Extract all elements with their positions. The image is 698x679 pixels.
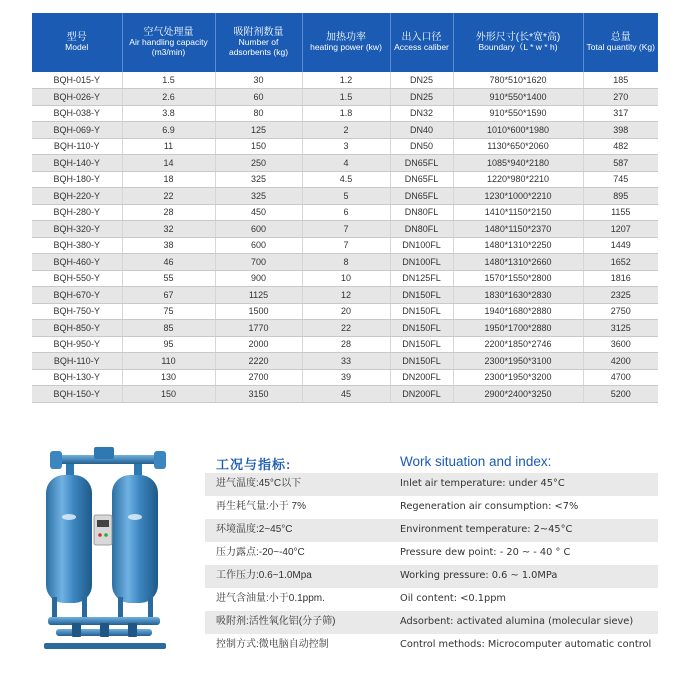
condition-label-zh: 吸附剂:活性氧化铝(分子筛): [216, 616, 336, 627]
table-row: [32, 171, 658, 188]
cell-adsorbents: 150: [215, 138, 302, 155]
table-row: [32, 138, 658, 155]
cell-heating-power: 1.8: [302, 105, 390, 122]
condition-label-zh: 再生耗气量:小于 7%: [216, 501, 307, 512]
cell-model: BQH-180-Y: [32, 171, 122, 188]
spec-table: [32, 13, 658, 403]
cell-boundary: 1480*1150*2370: [453, 221, 583, 238]
table-header: [32, 13, 658, 72]
cell-total-quantity: 745: [583, 171, 658, 188]
header-model: 型号 Model: [32, 13, 122, 72]
cell-access-caliber: DN65FL: [390, 171, 453, 188]
cell-access-caliber: DN200FL: [390, 386, 453, 403]
cell-air-capacity: 14: [122, 155, 215, 172]
cell-total-quantity: 270: [583, 89, 658, 106]
cell-model: BQH-140-Y: [32, 155, 122, 172]
adsorption-dryer-image: [36, 447, 174, 653]
condition-row: [205, 634, 658, 657]
cell-heating-power: 12: [302, 287, 390, 304]
cell-model: BQH-670-Y: [32, 287, 122, 304]
table-row: [32, 353, 658, 370]
cell-model: BQH-026-Y: [32, 89, 122, 106]
table-row: [32, 188, 658, 205]
cell-boundary: 1480*1310*2660: [453, 254, 583, 271]
condition-label-en: Inlet air temperature: under 45°C: [400, 478, 565, 489]
cell-model: BQH-015-Y: [32, 72, 122, 89]
cell-access-caliber: DN150FL: [390, 353, 453, 370]
cell-adsorbents: 125: [215, 122, 302, 139]
cell-model: BQH-110-Y: [32, 353, 122, 370]
cell-model: BQH-280-Y: [32, 204, 122, 221]
condition-row: [205, 588, 658, 611]
cell-heating-power: 7: [302, 237, 390, 254]
cell-boundary: 910*550*1590: [453, 105, 583, 122]
condition-label-en: Regeneration air consumption: <7%: [400, 501, 579, 512]
cell-air-capacity: 95: [122, 336, 215, 353]
header-access-caliber: 出入口径 Access caliber: [390, 13, 453, 72]
cell-access-caliber: DN150FL: [390, 336, 453, 353]
cell-total-quantity: 1207: [583, 221, 658, 238]
table-body: [32, 72, 658, 402]
cell-model: BQH-069-Y: [32, 122, 122, 139]
cell-access-caliber: DN32: [390, 105, 453, 122]
cell-model: BQH-460-Y: [32, 254, 122, 271]
cell-adsorbents: 1500: [215, 303, 302, 320]
cell-boundary: 1830*1630*2830: [453, 287, 583, 304]
cell-air-capacity: 75: [122, 303, 215, 320]
cell-total-quantity: 4700: [583, 369, 658, 386]
table-row: [32, 320, 658, 337]
cell-heating-power: 10: [302, 270, 390, 287]
cell-air-capacity: 2.6: [122, 89, 215, 106]
condition-label-en: Pressure dew point: - 20 ~ - 40 ° C: [400, 547, 571, 558]
cell-access-caliber: DN65FL: [390, 188, 453, 205]
condition-row: [205, 611, 658, 634]
table-row: [32, 336, 658, 353]
table-row: [32, 105, 658, 122]
cell-boundary: 1085*940*2180: [453, 155, 583, 172]
cell-total-quantity: 2325: [583, 287, 658, 304]
cell-adsorbents: 30: [215, 72, 302, 89]
cell-air-capacity: 55: [122, 270, 215, 287]
condition-label-zh: 环境温度:2~45°C: [216, 524, 293, 535]
cell-access-caliber: DN80FL: [390, 204, 453, 221]
cell-air-capacity: 130: [122, 369, 215, 386]
cell-model: BQH-950-Y: [32, 336, 122, 353]
cell-adsorbents: 900: [215, 270, 302, 287]
condition-row: [205, 496, 658, 519]
cell-boundary: 1480*1310*2250: [453, 237, 583, 254]
cell-boundary: 1230*1000*2210: [453, 188, 583, 205]
cell-adsorbents: 60: [215, 89, 302, 106]
cell-heating-power: 2: [302, 122, 390, 139]
cell-air-capacity: 28: [122, 204, 215, 221]
cell-adsorbents: 450: [215, 204, 302, 221]
cell-access-caliber: DN150FL: [390, 303, 453, 320]
cell-adsorbents: 325: [215, 171, 302, 188]
cell-adsorbents: 80: [215, 105, 302, 122]
cell-adsorbents: 325: [215, 188, 302, 205]
cell-heating-power: 20: [302, 303, 390, 320]
table-row: [32, 221, 658, 238]
table-row: [32, 155, 658, 172]
cell-air-capacity: 18: [122, 171, 215, 188]
cell-heating-power: 4.5: [302, 171, 390, 188]
cell-heating-power: 1.5: [302, 89, 390, 106]
cell-access-caliber: DN150FL: [390, 287, 453, 304]
cell-boundary: 2300*1950*3200: [453, 369, 583, 386]
cell-adsorbents: 2220: [215, 353, 302, 370]
condition-label-en: Oil content: <0.1ppm: [400, 593, 506, 604]
cell-total-quantity: 1449: [583, 237, 658, 254]
cell-boundary: 1130*650*2060: [453, 138, 583, 155]
table-row: [32, 270, 658, 287]
cell-model: BQH-110-Y: [32, 138, 122, 155]
header-air-capacity: 空气处理量 Air handling capacity (m3/min): [122, 13, 215, 72]
cell-heating-power: 22: [302, 320, 390, 337]
table-row: [32, 254, 658, 271]
condition-label-zh: 控制方式:微电脑自动控制: [216, 639, 329, 650]
cell-boundary: 1010*600*1980: [453, 122, 583, 139]
cell-total-quantity: 3125: [583, 320, 658, 337]
cell-boundary: 910*550*1400: [453, 89, 583, 106]
cell-boundary: 1570*1550*2800: [453, 270, 583, 287]
condition-label-zh: 进气温度:45°C以下: [216, 478, 302, 489]
table-row: [32, 386, 658, 403]
cell-adsorbents: 2700: [215, 369, 302, 386]
cell-air-capacity: 32: [122, 221, 215, 238]
cell-air-capacity: 67: [122, 287, 215, 304]
cell-heating-power: 39: [302, 369, 390, 386]
conditions-title-zh: 工况与指标:: [216, 457, 292, 472]
cell-air-capacity: 38: [122, 237, 215, 254]
conditions-title-en: Work situation and index:: [400, 454, 552, 469]
cell-total-quantity: 587: [583, 155, 658, 172]
cell-adsorbents: 600: [215, 221, 302, 238]
cell-air-capacity: 6.9: [122, 122, 215, 139]
cell-boundary: 2900*2400*3250: [453, 386, 583, 403]
cell-model: BQH-320-Y: [32, 221, 122, 238]
condition-label-en: Adsorbent: activated alumina (molecular sieve): [400, 616, 634, 627]
condition-row: [205, 473, 658, 496]
cell-air-capacity: 1.5: [122, 72, 215, 89]
cell-access-caliber: DN40: [390, 122, 453, 139]
cell-adsorbents: 3150: [215, 386, 302, 403]
cell-total-quantity: 1155: [583, 204, 658, 221]
cell-air-capacity: 3.8: [122, 105, 215, 122]
cell-air-capacity: 22: [122, 188, 215, 205]
header-boundary: 外形尺寸(长*宽*高) Boundary（L * w * h): [453, 13, 583, 72]
cell-total-quantity: 482: [583, 138, 658, 155]
table-row: [32, 369, 658, 386]
cell-air-capacity: 11: [122, 138, 215, 155]
cell-model: BQH-220-Y: [32, 188, 122, 205]
condition-label-en: Control methods: Microcomputer automatic control: [400, 639, 652, 650]
cell-boundary: 2200*1850*2746: [453, 336, 583, 353]
condition-label-en: Environment temperature: 2~45°C: [400, 524, 573, 535]
cell-adsorbents: 600: [215, 237, 302, 254]
cell-adsorbents: 1125: [215, 287, 302, 304]
condition-label-zh: 工作压力:0.6~1.0Mpa: [216, 570, 312, 581]
cell-model: BQH-550-Y: [32, 270, 122, 287]
table-row: [32, 122, 658, 139]
cell-heating-power: 5: [302, 188, 390, 205]
cell-model: BQH-750-Y: [32, 303, 122, 320]
cell-model: BQH-038-Y: [32, 105, 122, 122]
condition-label-en: Working pressure: 0.6 ~ 1.0MPa: [400, 570, 558, 581]
cell-access-caliber: DN50: [390, 138, 453, 155]
cell-total-quantity: 185: [583, 72, 658, 89]
cell-boundary: 2300*1950*3100: [453, 353, 583, 370]
condition-label-zh: 压力露点:-20~-40°C: [216, 547, 305, 558]
cell-access-caliber: DN25: [390, 72, 453, 89]
header-adsorbents: 吸附剂数量 Number of adsorbents (kg): [215, 13, 302, 72]
cell-boundary: 1220*980*2210: [453, 171, 583, 188]
cell-boundary: 1410*1150*2150: [453, 204, 583, 221]
cell-model: BQH-850-Y: [32, 320, 122, 337]
condition-row: [205, 519, 658, 542]
header-heating-power: 加热功率 heating power (kw): [302, 13, 390, 72]
condition-row: [205, 542, 658, 565]
cell-model: BQH-150-Y: [32, 386, 122, 403]
cell-heating-power: 8: [302, 254, 390, 271]
cell-total-quantity: 1652: [583, 254, 658, 271]
cell-access-caliber: DN80FL: [390, 221, 453, 238]
cell-access-caliber: DN125FL: [390, 270, 453, 287]
cell-air-capacity: 46: [122, 254, 215, 271]
cell-total-quantity: 3600: [583, 336, 658, 353]
cell-boundary: 1950*1700*2880: [453, 320, 583, 337]
cell-model: BQH-130-Y: [32, 369, 122, 386]
cell-heating-power: 6: [302, 204, 390, 221]
cell-total-quantity: 1816: [583, 270, 658, 287]
cell-adsorbents: 1770: [215, 320, 302, 337]
cell-access-caliber: DN100FL: [390, 237, 453, 254]
cell-adsorbents: 2000: [215, 336, 302, 353]
table-row: [32, 89, 658, 106]
cell-adsorbents: 250: [215, 155, 302, 172]
table-row: [32, 303, 658, 320]
table-row: [32, 204, 658, 221]
cell-access-caliber: DN200FL: [390, 369, 453, 386]
cell-heating-power: 3: [302, 138, 390, 155]
condition-label-zh: 进气含油量:小于0.1ppm.: [216, 593, 325, 604]
cell-total-quantity: 2750: [583, 303, 658, 320]
table-row: [32, 287, 658, 304]
cell-adsorbents: 700: [215, 254, 302, 271]
cell-air-capacity: 110: [122, 353, 215, 370]
table-row: [32, 237, 658, 254]
cell-total-quantity: 4200: [583, 353, 658, 370]
cell-total-quantity: 317: [583, 105, 658, 122]
cell-air-capacity: 85: [122, 320, 215, 337]
header-total-quantity: 总量 Total quantity (Kg): [583, 13, 658, 72]
cell-total-quantity: 5200: [583, 386, 658, 403]
cell-model: BQH-380-Y: [32, 237, 122, 254]
cell-total-quantity: 398: [583, 122, 658, 139]
cell-heating-power: 1.2: [302, 72, 390, 89]
cell-heating-power: 45: [302, 386, 390, 403]
cell-total-quantity: 895: [583, 188, 658, 205]
cell-heating-power: 4: [302, 155, 390, 172]
cell-access-caliber: DN25: [390, 89, 453, 106]
cell-boundary: 780*510*1620: [453, 72, 583, 89]
cell-access-caliber: DN65FL: [390, 155, 453, 172]
cell-heating-power: 33: [302, 353, 390, 370]
condition-row: [205, 565, 658, 588]
cell-heating-power: 7: [302, 221, 390, 238]
table-row: [32, 72, 658, 89]
cell-heating-power: 28: [302, 336, 390, 353]
cell-access-caliber: DN100FL: [390, 254, 453, 271]
cell-access-caliber: DN150FL: [390, 320, 453, 337]
cell-air-capacity: 150: [122, 386, 215, 403]
cell-boundary: 1940*1680*2880: [453, 303, 583, 320]
